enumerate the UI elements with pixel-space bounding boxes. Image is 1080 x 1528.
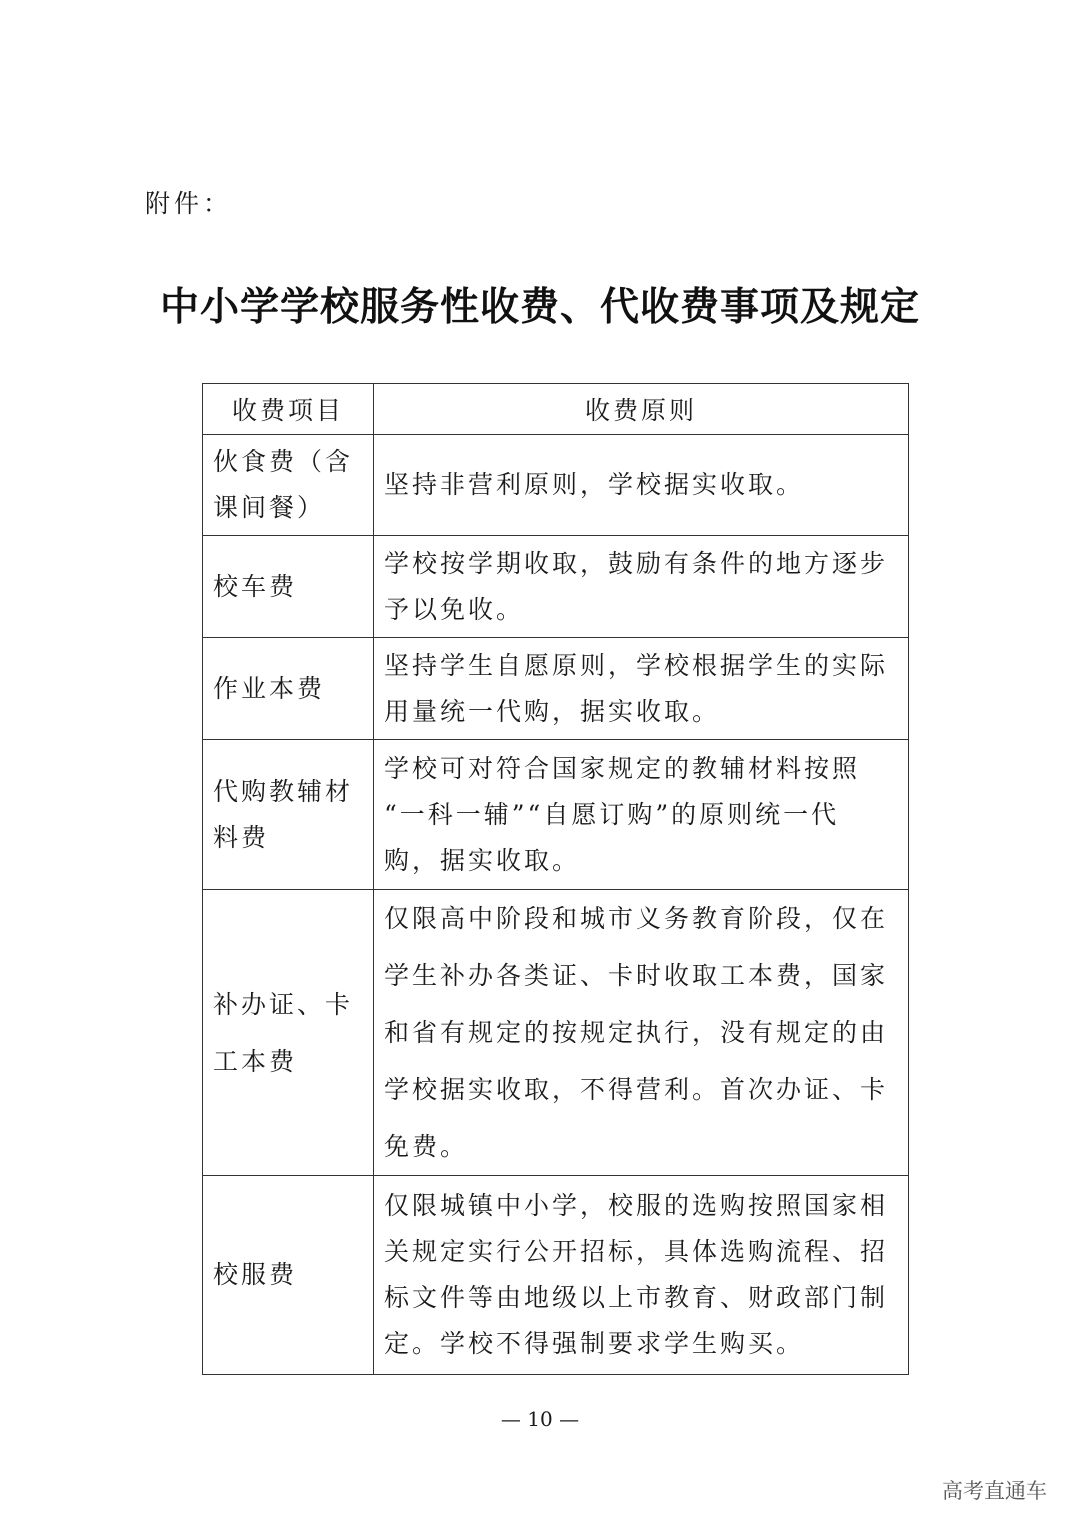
cell-line: 标文件等由地级以上市教育、财政部门制	[384, 1283, 889, 1312]
cell-line: 仅限城镇中小学，校服的选购按照国家相	[384, 1191, 889, 1220]
cell-line: 作业本费	[213, 673, 326, 703]
fee-rule-cell	[374, 435, 909, 536]
table-row	[203, 890, 909, 1176]
cell-line: 代购教辅材	[213, 776, 354, 806]
cell-line: 定。学校不得强制要求学生购买。	[384, 1329, 805, 1358]
attachment-label: 附件：	[145, 189, 233, 218]
fee-table	[202, 383, 909, 1375]
header-fee-rule: 收费原则	[374, 384, 909, 435]
cell-line: 工本费	[213, 1046, 298, 1076]
fee-rule-cell	[374, 536, 909, 638]
fee-item-cell	[203, 638, 374, 740]
cell-line: 免费。	[384, 1132, 469, 1161]
cell-line: 学校据实收取，不得营利。首次办证、卡	[384, 1075, 889, 1104]
cell-line: 坚持非营利原则，学校据实收取。	[384, 470, 805, 499]
cell-line: “一科一辅”“自愿订购”的原则统一代	[384, 799, 840, 829]
cell-line: 仅限高中阶段和城市义务教育阶段，仅在	[384, 904, 889, 933]
fee-item-cell	[203, 435, 374, 536]
watermark: 高考直通车	[942, 1479, 1047, 1503]
page-number: — 10 —	[500, 1407, 580, 1431]
cell-line: 和省有规定的按规定执行，没有规定的由	[384, 1018, 889, 1047]
cell-line: 课间餐）	[213, 493, 326, 522]
cell-line: 学生补办各类证、卡时收取工本费，国家	[384, 961, 889, 990]
cell-line: 伙食费（含	[213, 447, 354, 476]
table-header-row	[203, 384, 909, 435]
table-row	[203, 1176, 909, 1375]
fee-rule-cell	[374, 890, 909, 1176]
cell-line: 学校按学期收取，鼓励有条件的地方逐步	[384, 548, 889, 578]
document-title: 中小学学校服务性收费、代收费事项及规定	[159, 284, 920, 330]
cell-line: 予以免收。	[384, 594, 525, 624]
cell-line: 关规定实行公开招标，具体选购流程、招	[384, 1237, 889, 1266]
table-row	[203, 536, 909, 638]
fee-item-cell	[203, 890, 374, 1176]
fee-item-cell	[203, 740, 374, 890]
fee-rule-cell	[374, 1176, 909, 1375]
header-fee-item: 收费项目	[203, 384, 374, 435]
cell-line: 补办证、卡	[213, 989, 354, 1019]
cell-line: 校车费	[213, 571, 298, 601]
cell-line: 料费	[213, 822, 270, 852]
fee-rule-cell	[374, 740, 909, 890]
fee-item-cell	[203, 1176, 374, 1375]
fee-rule-cell	[374, 638, 909, 740]
table-row	[203, 740, 909, 890]
fee-item-cell	[203, 536, 374, 638]
table-row	[203, 638, 909, 740]
cell-line: 用量统一代购，据实收取。	[384, 696, 721, 726]
cell-line: 购，据实收取。	[384, 845, 581, 875]
table-row	[203, 435, 909, 536]
cell-line: 学校可对符合国家规定的教辅材料按照	[384, 753, 861, 783]
cell-line: 校服费	[213, 1260, 298, 1289]
cell-line: 坚持学生自愿原则，学校根据学生的实际	[384, 650, 889, 680]
